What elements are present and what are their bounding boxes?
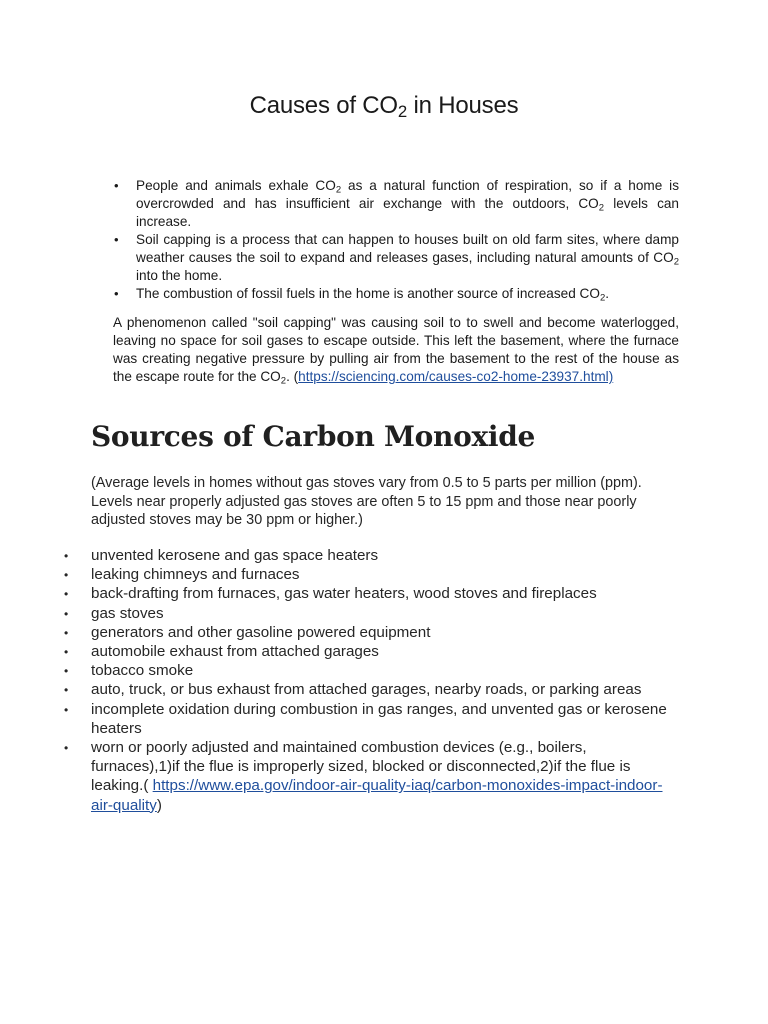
list-item: • back-drafting from furnaces, gas water heaters, wood stoves and fireplaces — [64, 584, 668, 603]
list-item: • worn or poorly adjusted and maintained combustion devices (e.g., boilers, furnaces),1)if the flue is improperly sized, blocked or disconnected,2)if the flue is leaking.( https://www.epa.gov/indoor-air-quality-iaq/carbon-monoxides-impact-indoor-air-quality) — [64, 738, 668, 815]
list-item: • People and animals exhale $CO_2$ as a natural function of respiration, so if a home is overcrowded and has insufficient air exchange with the outdoors, $CO_2$ levels can increase. — [113, 177, 679, 231]
list-item: • unvented kerosene and gas space heaters — [64, 546, 668, 565]
list-item: • Soil capping is a process that can happen to houses built on old farm sites, where damp weather causes the soil to expand and releases gases, including natural amounts of $CO_2$ into the home. — [113, 231, 679, 285]
list-item: • auto, truck, or bus exhaust from attached garages, nearby roads, or parking areas — [64, 680, 668, 699]
co2-section-title: Causes of $CO_2$ in Houses — [249, 92, 519, 122]
carbon-monoxide-section-title: Sources of Carbon Monoxide — [91, 420, 536, 453]
list-item: • automobile exhaust from attached garages — [64, 642, 668, 661]
co2-causes-list — [113, 177, 679, 303]
list-item: • gas stoves — [64, 604, 668, 623]
list-item: • The combustion of fossil fuels in the home is another source of increased $CO_2$. — [113, 285, 679, 303]
soil-capping-paragraph: A phenomenon called "soil capping" was causing soil to to swell and become waterlogged, leaving no space for soil gases to escape outside. This left the basement, where the furnace was creating negative pressure by pulling air from the basement to the rest of the house as the escape route for the $CO_2$. (https://sciencing.com/causes-co2-home-23937.html) — [113, 315, 679, 387]
sciencing-source-link[interactable]: https://sciencing.com/causes-co2-home-23937.html) — [298, 369, 614, 384]
list-item: • tobacco smoke — [64, 661, 668, 680]
list-item: • leaking chimneys and furnaces — [64, 565, 668, 584]
co-levels-intro: (Average levels in homes without gas stoves vary from 0.5 to 5 parts per million (ppm). Levels near properly adjusted gas stoves are often 5 to 15 ppm and those near poorly adjusted stoves may be 30 ppm or higher.) — [91, 475, 642, 528]
co-sources-list — [64, 546, 668, 815]
list-item: • generators and other gasoline powered equipment — [64, 623, 668, 642]
list-item: • incomplete oxidation during combustion in gas ranges, and unvented gas or kerosene heaters — [64, 700, 668, 738]
epa-source-link[interactable]: https://www.epa.gov/indoor-air-quality-iaq/carbon-monoxides-impact-indoor-air-quality — [91, 777, 663, 814]
